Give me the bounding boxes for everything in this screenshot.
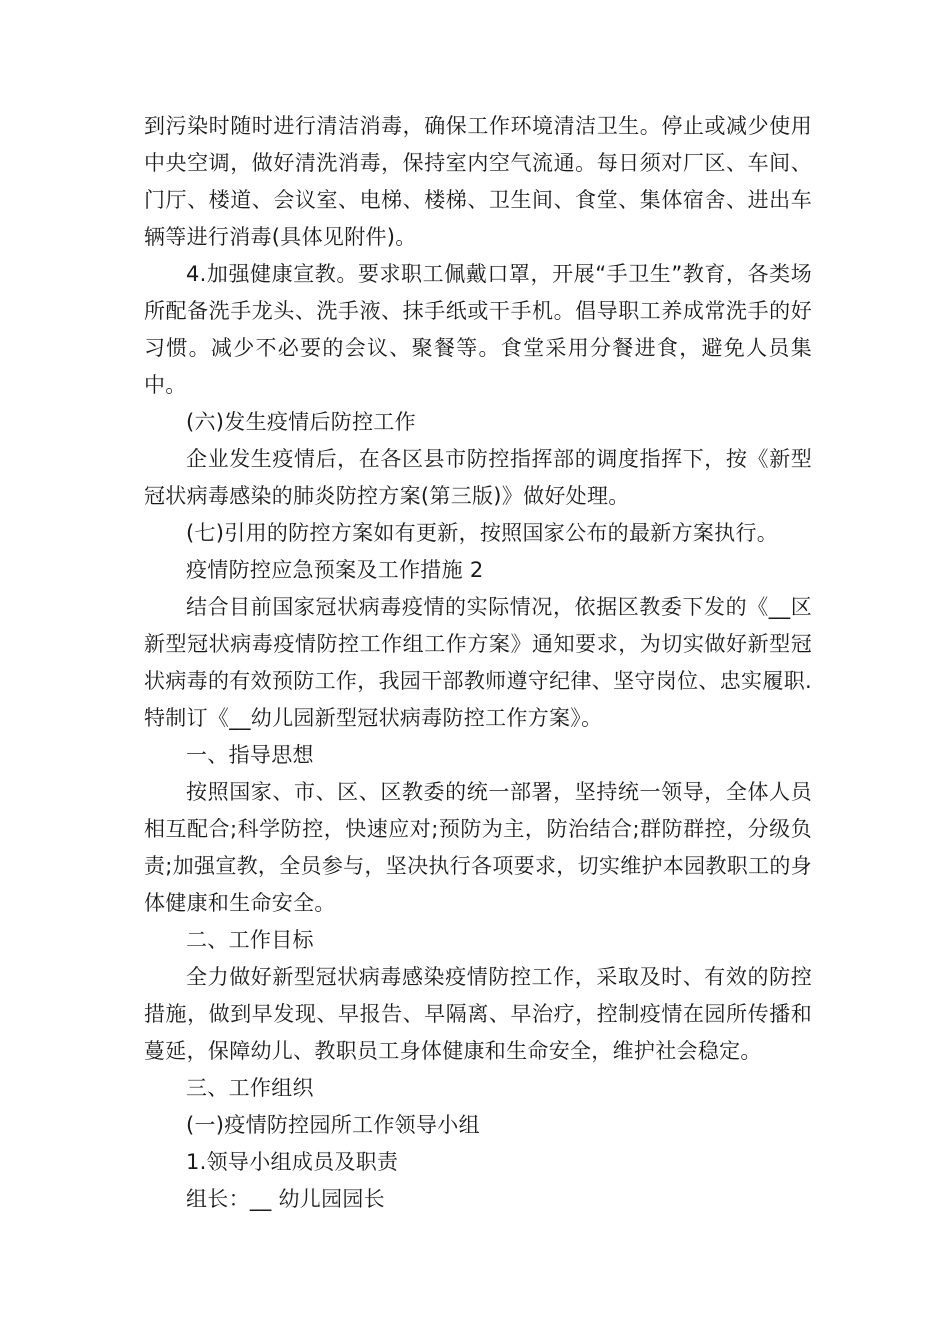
paragraph-work-goals: 全力做好新型冠状病毒感染疫情防控工作，采取及时、有效的防控措施，做到早发现、早报告、早隔离、早治疗，控制疫情在园所传播和蔓延，保障幼儿、教职员工身体健康和生命安全，维护社会稳定。 <box>144 965 812 1063</box>
heading-members-duties: 1.领导小组成员及职责 <box>186 1150 399 1174</box>
paragraph-outbreak-handling: 企业发生疫情后，在各区县市防控指挥部的调度指挥下，按《新型冠状病毒感染的肺炎防控方案(第三版)》做好处理。 <box>144 447 812 508</box>
paragraph-disinfection-continued: 到污染时随时进行清洁消毒，确保工作环境清洁卫生。停止或减少使用中央空调，做好清洗消毒，保持室内空气流通。每日须对厂区、车间、门厅、楼道、会议室、电梯、楼梯、卫生间、食堂、集体宿舍、进出车辆等进行消毒(具体见附件)。 <box>144 114 812 249</box>
paragraph-plan-updates: (七)引用的防控方案如有更新，按照国家公布的最新方案执行。 <box>186 521 779 545</box>
heading-work-organization: 三、工作组织 <box>186 1076 314 1100</box>
heading-leadership-group: (一)疫情防控园所工作领导小组 <box>186 1113 480 1137</box>
heading-guiding-principles: 一、指导思想 <box>186 743 314 767</box>
paragraph-introduction: 结合目前国家冠状病毒疫情的实际情况，依据区教委下发的《__区新型冠状病毒疫情防控工作组工作方案》通知要求，为切实做好新型冠状病毒的有效预防工作，我园干部教师遵守纪律、坚守岗位、忠实履职.特制订《__幼儿园新型冠状病毒防控工作方案》。 <box>144 595 812 730</box>
section-title-plan-2: 疫情防控应急预案及工作措施 2 <box>186 558 484 582</box>
paragraph-health-education: 4.加强健康宣教。要求职工佩戴口罩，开展“手卫生”教育，各类场所配备洗手龙头、洗手液、抹手纸或干手机。倡导职工养成常洗手的好习惯。减少不必要的会议、聚餐等。食堂采用分餐进食，避免人员集中。 <box>144 262 812 397</box>
heading-work-goals: 二、工作目标 <box>186 928 314 952</box>
line-group-leader: 组长：__ 幼儿园园长 <box>186 1187 385 1211</box>
document-body <box>144 108 812 1218</box>
paragraph-guiding-principles: 按照国家、市、区、区教委的统一部署，坚持统一领导，全体人员相互配合;科学防控，快速应对;预防为主，防治结合;群防群控，分级负责;加强宣教，全员参与，坚决执行各项要求，切实维护本园教职工的身体健康和生命安全。 <box>144 780 812 915</box>
heading-post-outbreak-control: (六)发生疫情后防控工作 <box>186 410 416 434</box>
